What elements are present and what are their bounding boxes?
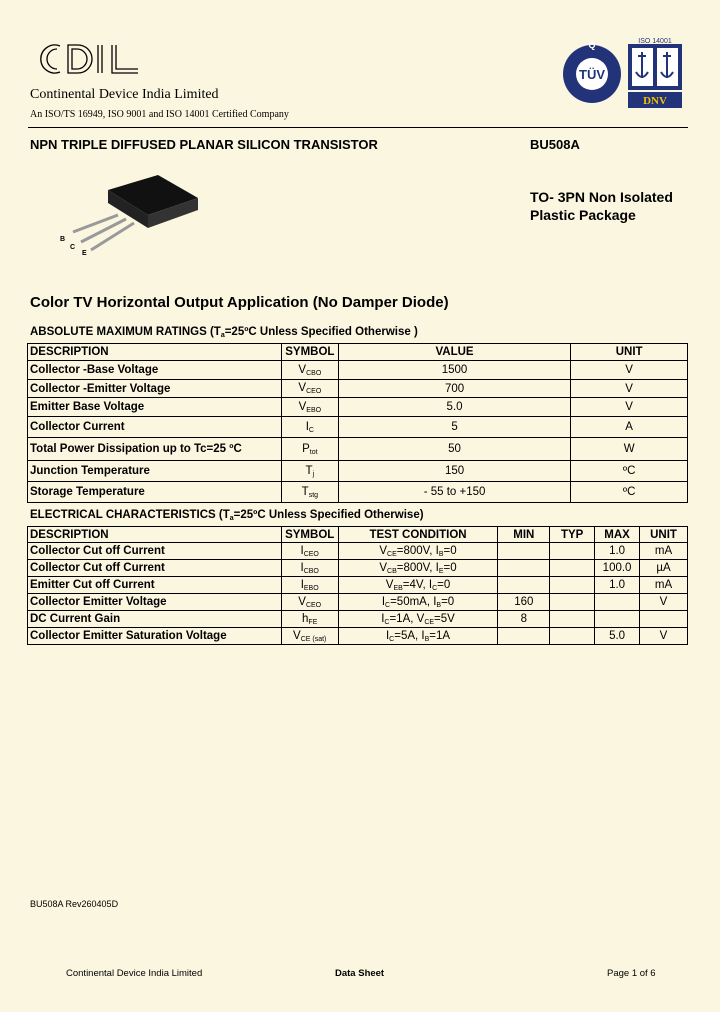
description-cell: Collector Current bbox=[28, 417, 282, 438]
test-cond-part: V bbox=[385, 578, 394, 591]
max-cell: 1.0 bbox=[595, 577, 640, 594]
table-row bbox=[28, 438, 688, 461]
symbol-subscript: CEO bbox=[303, 550, 319, 558]
description-cell: Collector Emitter Saturation Voltage bbox=[28, 628, 282, 645]
unit-cell: ºC bbox=[571, 482, 688, 503]
pin-e-label: E bbox=[82, 250, 87, 257]
symbol-cell bbox=[281, 628, 338, 645]
symbol-text: V bbox=[298, 595, 306, 608]
q-badge-text: Q bbox=[588, 40, 596, 50]
test-condition-cell bbox=[338, 577, 498, 594]
test-cond-part: =50mA, I bbox=[390, 595, 437, 608]
value-cell: 5.0 bbox=[338, 398, 570, 417]
pin-c-label: C bbox=[70, 244, 76, 251]
package-illustration bbox=[58, 170, 208, 265]
min-cell: 8 bbox=[498, 611, 550, 628]
max-cell bbox=[595, 611, 640, 628]
unit-cell: V bbox=[571, 380, 688, 398]
company-logo bbox=[38, 40, 143, 83]
header-divider bbox=[28, 127, 688, 128]
symbol-text: I bbox=[305, 420, 309, 433]
test-cond-part: =4V, I bbox=[402, 578, 433, 591]
certification-badges bbox=[562, 38, 687, 118]
symbol-cell bbox=[281, 560, 338, 577]
revision-code: BU508A Rev260405D bbox=[30, 899, 119, 909]
test-cond-subscript: C bbox=[432, 584, 438, 592]
symbol-subscript: stg bbox=[308, 491, 319, 499]
max-cell: 5.0 bbox=[595, 628, 640, 645]
col-header: MIN bbox=[498, 527, 550, 543]
test-cond-part: =0 bbox=[443, 544, 457, 557]
test-cond-part: I bbox=[385, 629, 390, 642]
symbol-text: h bbox=[302, 612, 309, 625]
symbol-subscript: j bbox=[312, 470, 315, 478]
test-cond-subscript: B bbox=[438, 550, 444, 558]
value-cell: 700 bbox=[338, 380, 570, 398]
unit-cell: W bbox=[571, 438, 688, 461]
col-header: UNIT bbox=[571, 344, 688, 361]
col-header: DESCRIPTION bbox=[28, 344, 282, 361]
symbol-text: I bbox=[300, 544, 304, 557]
table-row bbox=[28, 594, 688, 611]
symbol-cell bbox=[281, 482, 338, 503]
col-header: SYMBOL bbox=[281, 344, 338, 361]
test-cond-part: I bbox=[381, 612, 385, 625]
description-cell: Storage Temperature bbox=[28, 482, 282, 503]
test-condition-cell bbox=[338, 543, 498, 560]
test-cond-part: =0 bbox=[443, 561, 457, 574]
test-condition-cell bbox=[338, 628, 498, 645]
unit-cell: ºC bbox=[571, 461, 688, 482]
symbol-text: I bbox=[300, 561, 304, 574]
symbol-cell bbox=[281, 380, 338, 398]
min-cell bbox=[498, 628, 550, 645]
symbol-text: V bbox=[298, 400, 307, 413]
description-cell: Emitter Cut off Current bbox=[28, 577, 282, 594]
table-row bbox=[28, 380, 688, 398]
dnv-badge-text: DNV bbox=[643, 95, 667, 107]
table-row bbox=[28, 611, 688, 628]
table-row bbox=[28, 577, 688, 594]
symbol-text: V bbox=[293, 629, 301, 642]
test-cond-part: =800V, I bbox=[396, 561, 439, 574]
footer-doc-type: Data Sheet bbox=[335, 968, 385, 979]
test-cond-subscript: C bbox=[385, 601, 391, 609]
abs-max-heading: ABSOLUTE MAXIMUM RATINGS ($T_a=25ºC$ Unless Specified Otherwise ) bbox=[30, 326, 418, 339]
table-row bbox=[28, 543, 688, 560]
part-number: BU508A bbox=[530, 137, 580, 152]
description-cell: Collector Cut off Current bbox=[28, 560, 282, 577]
symbol-subscript: FE bbox=[308, 618, 318, 626]
col-header: DESCRIPTION bbox=[28, 527, 282, 543]
unit-cell: A bbox=[571, 417, 688, 438]
test-cond-part: =5A, I bbox=[394, 629, 425, 642]
col-header: VALUE bbox=[338, 344, 570, 361]
min-cell: 160 bbox=[498, 594, 550, 611]
elec-char-table bbox=[27, 526, 688, 645]
test-cond-part: =0 bbox=[437, 578, 451, 591]
unit-cell: V bbox=[571, 361, 688, 380]
symbol-cell bbox=[281, 461, 338, 482]
table-row bbox=[28, 361, 688, 380]
max-cell bbox=[595, 594, 640, 611]
test-cond-part: V bbox=[379, 561, 388, 574]
table-row bbox=[28, 461, 688, 482]
max-cell: 1.0 bbox=[595, 543, 640, 560]
symbol-cell bbox=[281, 361, 338, 380]
symbol-subscript: CEO bbox=[306, 388, 322, 395]
symbol-subscript: CE (sat) bbox=[300, 635, 327, 643]
unit-cell: µA bbox=[640, 560, 688, 577]
test-cond-subscript: C bbox=[389, 635, 395, 643]
typ-cell bbox=[550, 577, 595, 594]
description-cell: Junction Temperature bbox=[28, 461, 282, 482]
symbol-subscript: CBO bbox=[303, 567, 319, 575]
symbol-subscript: CEO bbox=[305, 601, 322, 609]
unit-cell: V bbox=[571, 398, 688, 417]
description-cell: Collector Cut off Current bbox=[28, 543, 282, 560]
unit-cell bbox=[640, 611, 688, 628]
typ-cell bbox=[550, 560, 595, 577]
description-cell: DC Current Gain bbox=[28, 611, 282, 628]
elec-char-heading: ELECTRICAL CHARACTERISTICS ($T_a=25ºC$ Unless Specified Otherwise) bbox=[30, 509, 424, 522]
test-cond-part: =1A bbox=[429, 629, 451, 642]
test-cond-subscript: B bbox=[436, 601, 442, 609]
test-cond-part: =1A, V bbox=[389, 612, 425, 625]
test-cond-part: =800V, I bbox=[396, 544, 439, 557]
value-cell: 1500 bbox=[338, 361, 570, 380]
description-cell: Collector -Emitter Voltage bbox=[28, 380, 282, 398]
test-cond-part: I bbox=[381, 595, 386, 608]
symbol-cell bbox=[281, 398, 338, 417]
table-row bbox=[28, 417, 688, 438]
symbol-subscript: EBO bbox=[306, 406, 322, 414]
min-cell bbox=[498, 543, 550, 560]
max-cell: 100.0 bbox=[595, 560, 640, 577]
test-cond-subscript: E bbox=[438, 567, 444, 575]
test-condition-cell bbox=[338, 594, 498, 611]
test-cond-subscript: C bbox=[384, 618, 390, 626]
test-cond-subscript: CB bbox=[387, 567, 397, 575]
application-title: Color TV Horizontal Output Application (No Damper Diode) bbox=[30, 294, 449, 311]
package-line-1: TO- 3PN Non Isolated bbox=[530, 189, 673, 205]
col-header: MAX bbox=[595, 527, 640, 543]
abs-max-table bbox=[27, 343, 688, 503]
package-description bbox=[530, 188, 673, 224]
unit-cell: mA bbox=[640, 577, 688, 594]
description-cell: Emitter Base Voltage bbox=[28, 398, 282, 417]
table-row bbox=[28, 560, 688, 577]
table-row bbox=[28, 628, 688, 645]
test-cond-subscript: EB bbox=[393, 584, 403, 592]
symbol-cell bbox=[281, 438, 338, 461]
test-cond-part: =5V bbox=[434, 612, 455, 625]
package-line-2: Plastic Package bbox=[530, 207, 636, 223]
pin-b-label: B bbox=[60, 236, 66, 243]
typ-cell bbox=[550, 628, 595, 645]
table-header-row bbox=[28, 344, 688, 361]
col-header: UNIT bbox=[640, 527, 688, 543]
description-cell: Total Power Dissipation up to Tc=25 ºC bbox=[28, 438, 282, 461]
symbol-text: V bbox=[298, 363, 307, 376]
description-cell: Collector Emitter Voltage bbox=[28, 594, 282, 611]
typ-cell bbox=[550, 594, 595, 611]
test-cond-subscript: CE bbox=[387, 550, 397, 558]
unit-cell: V bbox=[640, 628, 688, 645]
symbol-cell bbox=[281, 577, 338, 594]
value-cell: 50 bbox=[338, 438, 570, 461]
min-cell bbox=[498, 560, 550, 577]
footer-page-number: Page 1 of 6 bbox=[607, 968, 656, 979]
company-name: Continental Device India Limited bbox=[30, 87, 219, 102]
value-cell: 5 bbox=[338, 417, 570, 438]
unit-cell: mA bbox=[640, 543, 688, 560]
test-cond-part: V bbox=[379, 544, 388, 557]
value-cell: 150 bbox=[338, 461, 570, 482]
description-cell: Collector -Base Voltage bbox=[28, 361, 282, 380]
test-condition-cell bbox=[338, 560, 498, 577]
symbol-cell bbox=[281, 417, 338, 438]
symbol-text: T bbox=[305, 464, 313, 477]
iso-badge-text: ISO 14001 bbox=[638, 38, 672, 45]
min-cell bbox=[498, 577, 550, 594]
col-header: TYP bbox=[550, 527, 595, 543]
table-row bbox=[28, 398, 688, 417]
symbol-subscript: C bbox=[308, 426, 314, 434]
value-cell: - 55 to +150 bbox=[338, 482, 570, 503]
symbol-cell bbox=[281, 594, 338, 611]
symbol-subscript: tot bbox=[309, 448, 318, 456]
typ-cell bbox=[550, 611, 595, 628]
symbol-text: I bbox=[300, 578, 304, 591]
col-header: TEST CONDITION bbox=[338, 527, 498, 543]
table-row bbox=[28, 482, 688, 503]
test-condition-cell bbox=[338, 611, 498, 628]
test-cond-part: =0 bbox=[441, 595, 455, 608]
symbol-cell bbox=[281, 543, 338, 560]
symbol-text: V bbox=[298, 382, 307, 394]
table-header-row bbox=[28, 527, 688, 543]
col-header: SYMBOL bbox=[281, 527, 338, 543]
symbol-text: T bbox=[301, 485, 309, 498]
test-cond-subscript: CE bbox=[424, 618, 435, 626]
product-title: NPN TRIPLE DIFFUSED PLANAR SILICON TRANSISTOR bbox=[30, 137, 378, 152]
unit-cell: V bbox=[640, 594, 688, 611]
certification-line: An ISO/TS 16949, ISO 9001 and ISO 14001 Certified Company bbox=[30, 109, 289, 120]
tuv-badge-text: TÜV bbox=[579, 67, 605, 82]
footer-company: Continental Device India Limited bbox=[66, 968, 203, 979]
test-cond-subscript: B bbox=[424, 635, 430, 643]
symbol-text: P bbox=[302, 442, 310, 455]
symbol-subscript: EBO bbox=[303, 584, 319, 592]
symbol-subscript: CBO bbox=[306, 369, 322, 377]
typ-cell bbox=[550, 543, 595, 560]
symbol-cell bbox=[281, 611, 338, 628]
